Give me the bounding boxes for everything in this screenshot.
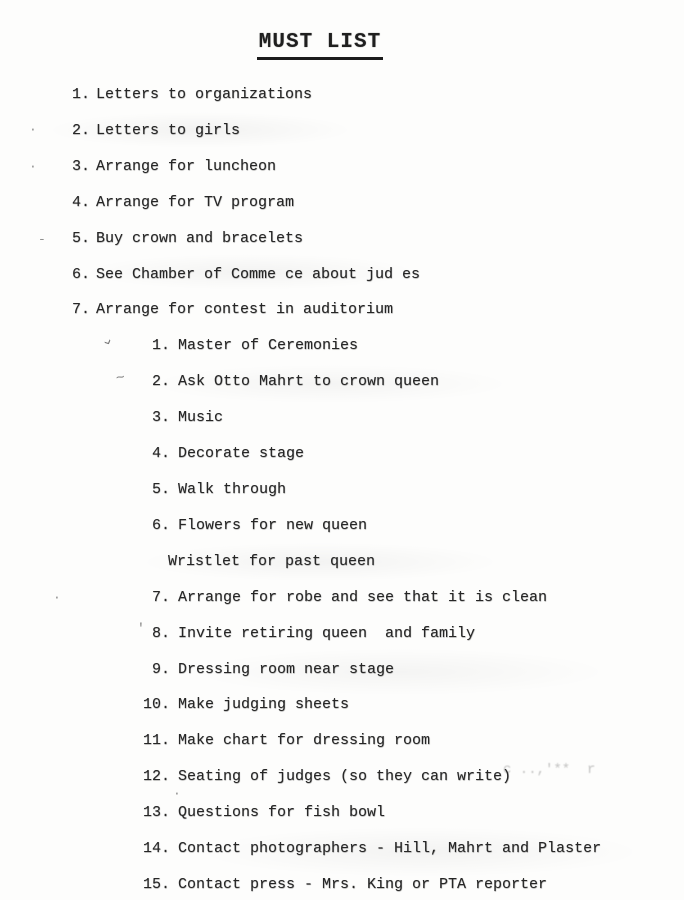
pencil-check-mark: ›	[97, 334, 118, 351]
sub-list-item	[0, 697, 684, 733]
sub-list-item	[0, 518, 684, 554]
sub-item-text: Make chart for dressing room	[178, 732, 431, 750]
list-item	[0, 159, 684, 195]
pencil-check-mark: ·	[29, 122, 37, 137]
list-item-text: Buy crown and bracelets	[96, 229, 304, 247]
list-item-number: 2.	[71, 121, 90, 139]
sub-item-number: 4.	[151, 445, 170, 463]
list-item	[0, 267, 684, 303]
list-item-text: Arrange for contest in auditorium	[96, 301, 394, 319]
list-item-number: 5.	[71, 229, 90, 247]
must-list	[0, 87, 684, 900]
sub-item-number: 11.	[142, 732, 170, 750]
sub-list-item	[0, 805, 684, 841]
sub-item-number: 2.	[151, 373, 170, 391]
sub-item-continuation-text: Wristlet for past queen	[168, 552, 376, 570]
sub-item-text: Invite retiring queen and family	[178, 624, 476, 642]
pencil-check-mark: -	[38, 232, 46, 247]
sub-item-number: 1.	[151, 337, 170, 355]
sub-list-item	[0, 374, 684, 410]
pencil-check-mark: ·	[173, 786, 181, 801]
sub-item-number: 5.	[151, 480, 170, 498]
list-item-text: Arrange for luncheon	[96, 157, 277, 175]
list-item-text: Letters to organizations	[96, 86, 313, 103]
sub-item-number: 3.	[151, 409, 170, 427]
sub-list-item	[0, 662, 684, 698]
sub-item-text: Questions for fish bowl	[178, 804, 386, 822]
list-item-number: 3.	[71, 157, 90, 175]
list-item-number: 1.	[71, 86, 90, 103]
sub-item-text: Music	[178, 409, 224, 427]
list-item-number: 4.	[71, 193, 90, 211]
sub-item-text: Master of Ceremonies	[178, 337, 359, 355]
list-item-number: 6.	[71, 265, 90, 283]
sub-item-text: Contact press - Mrs. King or PTA reporter	[178, 875, 548, 893]
sub-list-item	[0, 482, 684, 518]
sub-list-item	[0, 877, 684, 900]
sub-item-number: 13.	[142, 804, 170, 822]
title-row	[0, 31, 684, 60]
sub-list-continuation	[0, 554, 684, 590]
list-item-number: 7.	[71, 301, 90, 319]
pencil-check-mark: ~	[114, 369, 127, 388]
page-title: MUST LIST	[257, 31, 383, 60]
list-item	[0, 87, 684, 123]
sub-list-item	[0, 841, 684, 877]
sub-item-number: 10.	[142, 696, 170, 714]
sub-item-text: Seating of judges (so they can write)	[178, 768, 512, 786]
sub-item-number: 9.	[151, 660, 170, 678]
pencil-check-mark: ·	[53, 590, 61, 605]
list-item-text: Arrange for TV program	[96, 193, 295, 211]
list-item	[0, 123, 684, 159]
sub-item-number: 14.	[142, 840, 170, 858]
sub-item-number: 12.	[142, 768, 170, 786]
sub-list-item	[0, 590, 684, 626]
list-item-text: See Chamber of Comme ce about jud es	[96, 265, 421, 283]
list-item	[0, 195, 684, 231]
sub-item-number: 6.	[151, 516, 170, 534]
sub-list-item	[0, 626, 684, 662]
sub-item-text: Walk through	[178, 480, 287, 498]
list-item	[0, 302, 684, 338]
sub-item-text: Decorate stage	[178, 445, 305, 463]
sub-item-text: Arrange for robe and see that it is clean	[178, 588, 548, 606]
sub-item-text: Make judging sheets	[178, 696, 350, 714]
pencil-check-mark: '	[137, 621, 145, 636]
sub-list-item	[0, 410, 684, 446]
list-item-text: Letters to girls	[96, 121, 241, 139]
sub-item-text: Contact photographers - Hill, Mahrt and Plaster	[178, 840, 602, 858]
sub-item-text: Dressing room near stage	[178, 660, 395, 678]
sub-item-number: 15.	[142, 875, 170, 893]
sub-item-text: Flowers for new queen	[178, 516, 368, 534]
list-item	[0, 231, 684, 267]
pencil-check-mark: ·	[29, 159, 37, 174]
sub-item-number: 7.	[151, 588, 170, 606]
faint-pencil-note: c ..,'** r	[503, 762, 596, 778]
sub-list-item	[0, 446, 684, 482]
sub-item-number: 8.	[151, 624, 170, 642]
sub-item-text: Ask Otto Mahrt to crown queen	[178, 373, 440, 391]
